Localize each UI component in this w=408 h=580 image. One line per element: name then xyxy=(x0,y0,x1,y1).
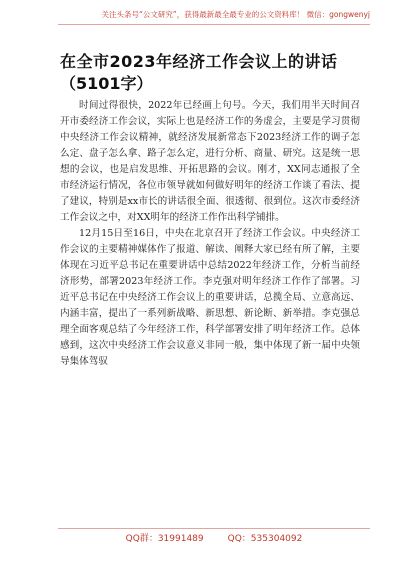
header-divider xyxy=(58,24,370,25)
document-title: 在全市2023年经济工作会议上的讲话 xyxy=(60,52,338,71)
body-paragraph: 时间过得很快，2022年已经画上句号。今天，我们用半天时间召开市委经济工作会议，实际上也是经济工作的务虚会，主要是学习贯彻中央经济工作会议精神，就经济发展新常态下2023经济工作的调子怎么定、盘子怎么拿、路子怎么定，进行分析、商量、研究。这是统一思想的会议，也是启发思维、开拓思路的会议。刚才，XX同志通报了全市经济运行情况，各位市领导就如何做好明年的经济工作谈了看法、提了建议，特别是xx市长的讲话很全面、很透彻、很到位。这次市委经济工作会议之中，对XX明年的经济工作作出科学铺排。 xyxy=(60,100,360,223)
footer-divider xyxy=(58,528,370,529)
header-banner: 关注头条号“公文研究”，获得最新最全最专业的公文资料库！ 微信：gongwenyj xyxy=(101,10,370,19)
document-body xyxy=(60,98,360,370)
footer-qq-group: QQ群：31991489 xyxy=(125,534,204,544)
body-paragraph: 12月15日至16日，中央在北京召开了经济工作会议。中央经济工作会议的主要精神媒体作了报道、解读、阐释大家已经有所了解，主要体现在习近平总书记在重要讲话中总结2022年经济工作，分析当前经济形势，部署2023年经济工作。李克强对明年经济工作作了部署。习近平总书记在中央经济工作会议上的重要讲话，总揽全局、立意高远、内涵丰富，提出了一系列新战略、新思想、新论断、新举措。李克强总理全面客观总结了今年经济工作，科学部署安排了明年经济工作。总体感到，这次中央经济工作会议意义非同一般，集中体现了新一届中央领导集体驾驭 xyxy=(60,228,360,367)
document-word-count: （5101字） xyxy=(60,74,153,93)
footer-contact xyxy=(58,533,370,545)
footer-qq: QQ：535304092 xyxy=(227,534,303,544)
